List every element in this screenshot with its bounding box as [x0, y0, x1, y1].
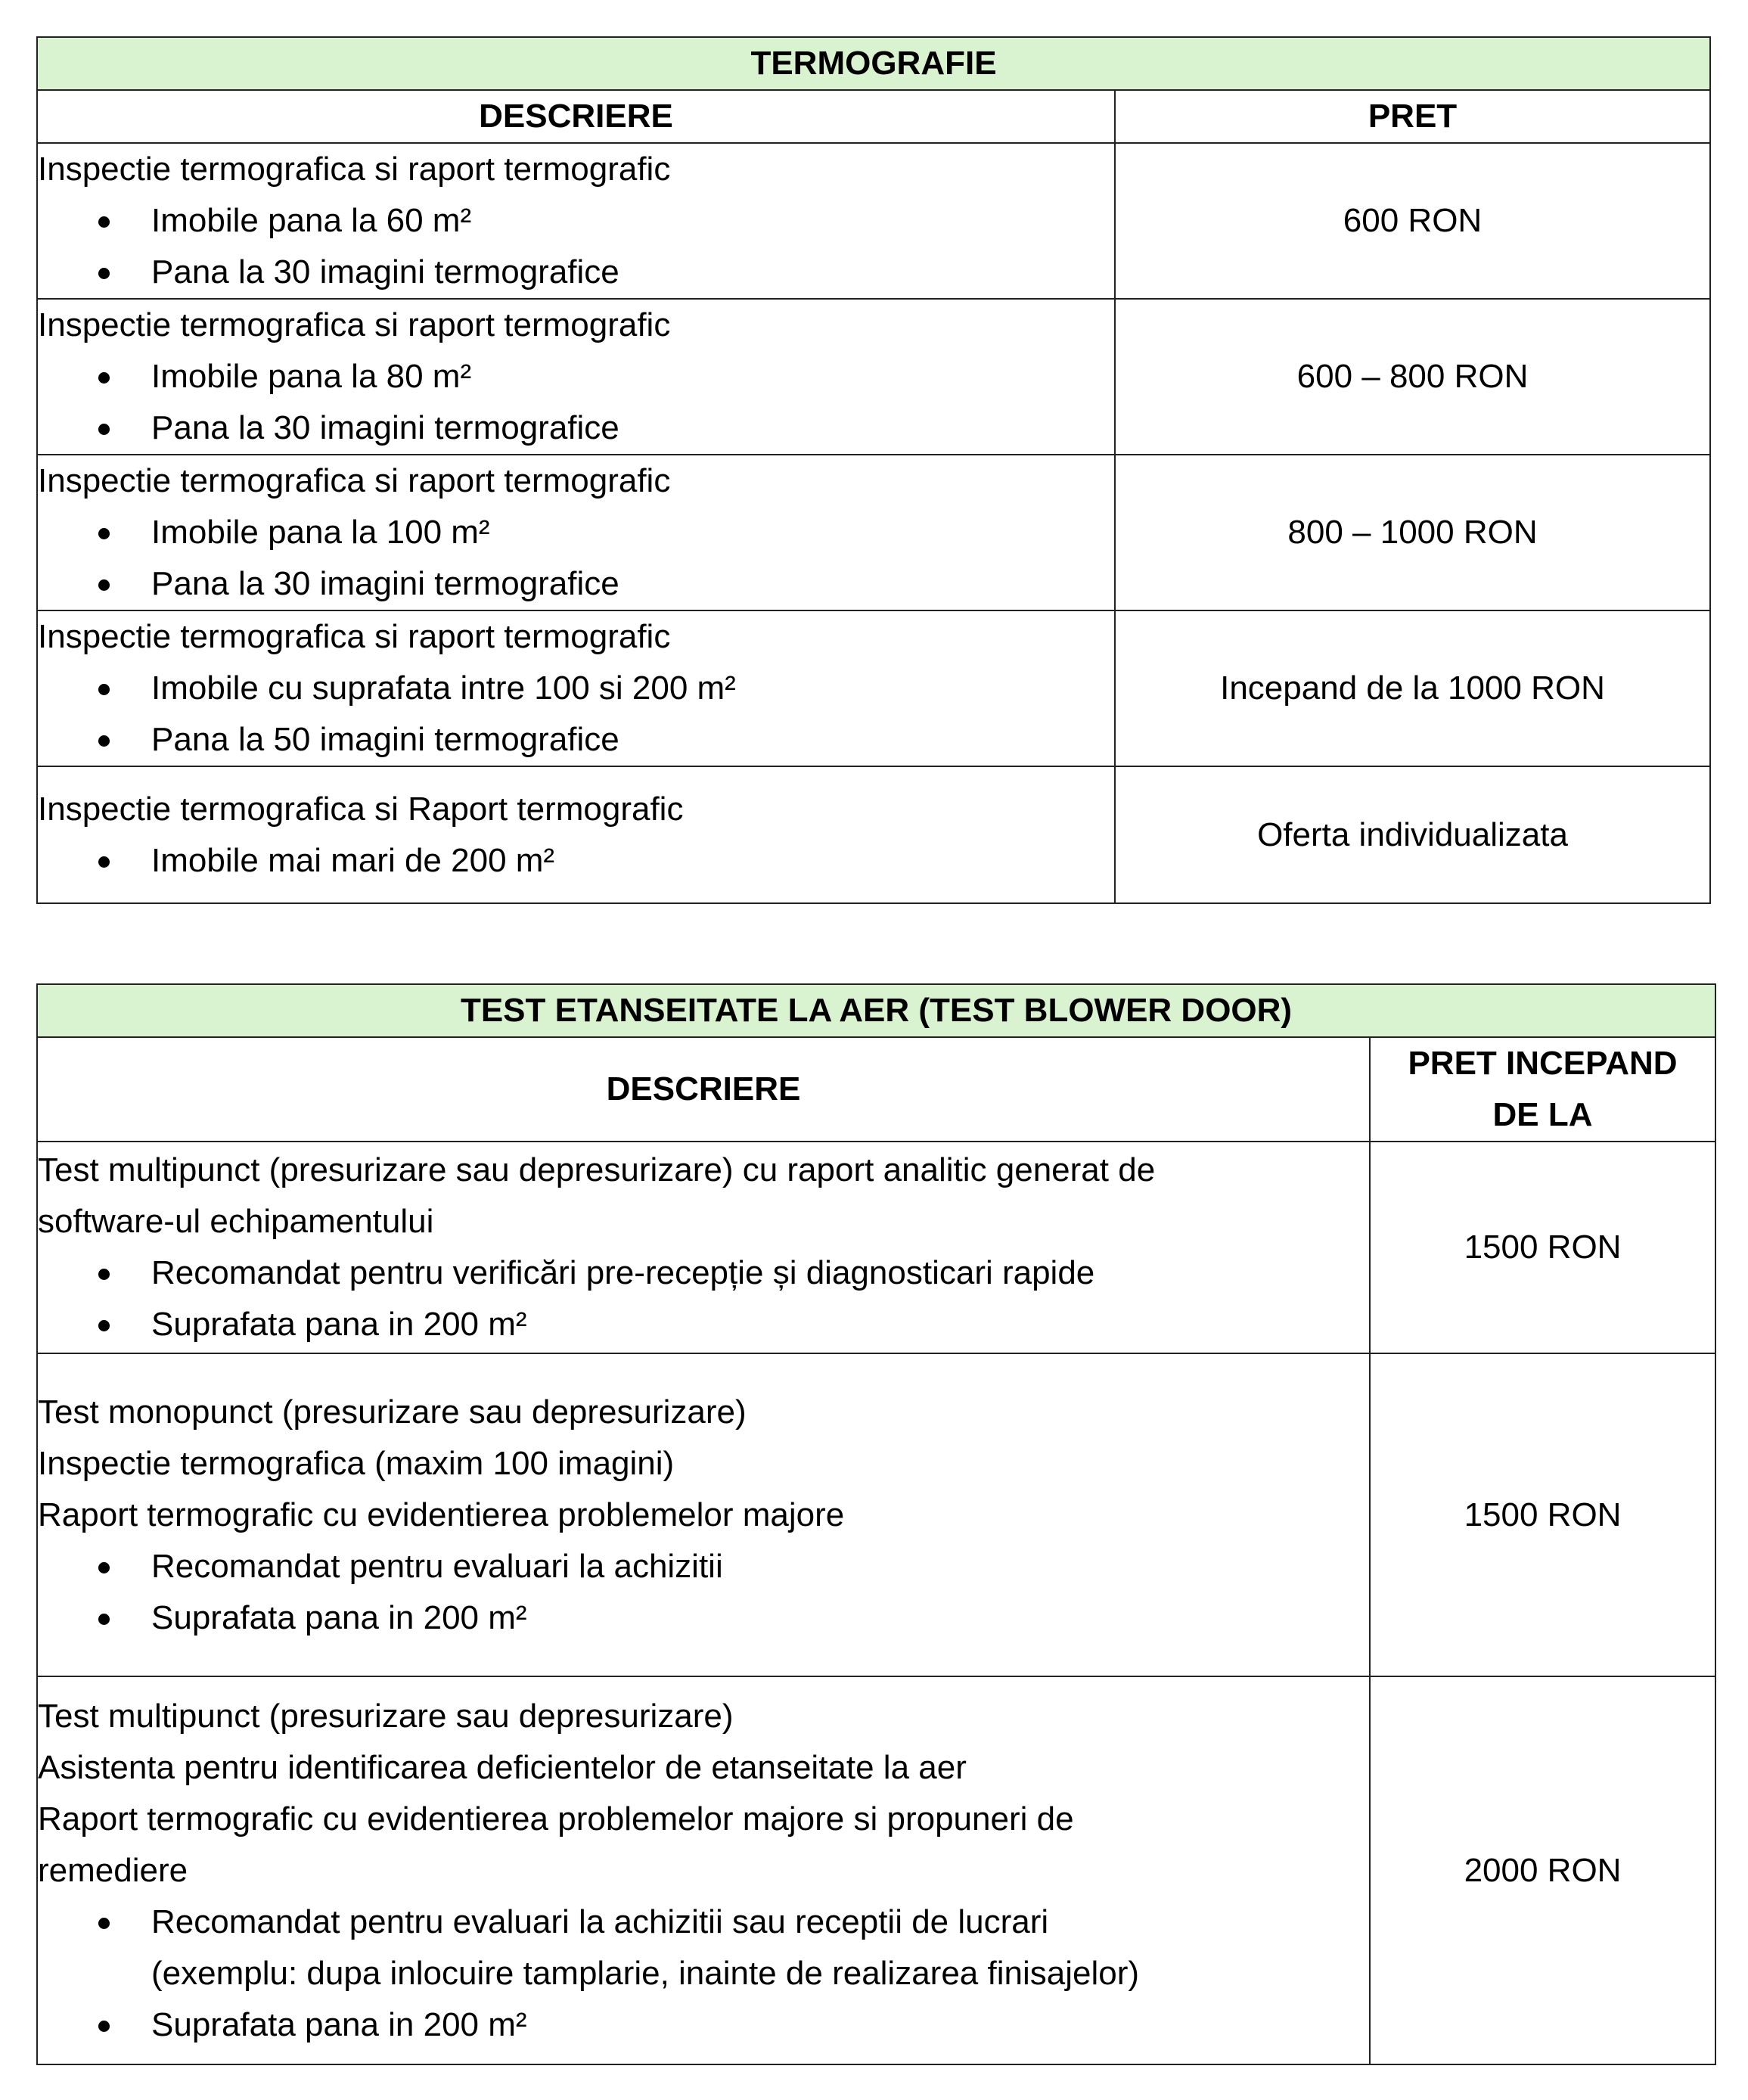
description-line: Inspectie termografica si raport termografic [38, 462, 671, 499]
list-item-text: Recomandat pentru evaluari la achizitii sau receptii de lucrari [151, 1903, 1049, 1940]
bullet-list [38, 195, 1114, 298]
description-line: Test monopunct (presurizare sau depresurizare) [38, 1393, 747, 1431]
description-line: Inspectie termografica (maxim 100 imagini) [38, 1444, 675, 1482]
bullet-list [38, 1897, 1369, 2051]
list-item: Pana la 30 imagini termografice [38, 558, 1114, 610]
list-item: Imobile pana la 100 m² [38, 507, 1114, 558]
bullet-list [38, 1247, 1369, 1350]
column-header-price-line: DE LA [1492, 1096, 1593, 1133]
table-title: TERMOGRAFIE [37, 37, 1710, 90]
bullet-list [38, 835, 1114, 887]
bullet-list [38, 663, 1114, 766]
description-cell [37, 1353, 1370, 1676]
list-item: Imobile pana la 60 m² [38, 195, 1114, 247]
column-header-price-line: PRET INCEPAND [1408, 1045, 1678, 1082]
price-cell: 2000 RON [1370, 1676, 1715, 2064]
description-line: Asistenta pentru identificarea deficientelor de etanseitate la aer [38, 1748, 967, 1786]
column-header-price [1370, 1037, 1715, 1142]
table-row [37, 1142, 1715, 1353]
table-row [37, 610, 1710, 766]
description-cell [37, 455, 1115, 610]
description-line: Inspectie termografica si raport termografic [38, 306, 671, 343]
description-cell [37, 143, 1115, 299]
description-line: Inspectie termografica si raport termografic [38, 151, 671, 188]
list-item: Pana la 30 imagini termografice [38, 402, 1114, 454]
bullet-list [38, 1541, 1369, 1644]
table-row [37, 766, 1710, 903]
price-cell: 1500 RON [1370, 1142, 1715, 1353]
description-line: software-ul echipamentului [38, 1203, 434, 1240]
table-title: TEST ETANSEITATE LA AER (TEST BLOWER DOOR) [37, 984, 1715, 1037]
list-item: Suprafata pana in 200 m² [38, 1592, 1369, 1644]
list-item: Pana la 50 imagini termografice [38, 714, 1114, 766]
table-row [37, 1353, 1715, 1676]
price-cell: Oferta individualizata [1115, 766, 1710, 903]
list-item: Pana la 30 imagini termografice [38, 247, 1114, 298]
table-row [37, 1676, 1715, 2064]
bullet-list [38, 351, 1114, 454]
price-cell: 1500 RON [1370, 1353, 1715, 1676]
description-line: Test multipunct (presurizare sau depresurizare) [38, 1697, 734, 1735]
description-cell [37, 1676, 1370, 2064]
description-line: Test multipunct (presurizare sau depresurizare) cu raport analitic generat de [38, 1151, 1156, 1188]
description-line: Raport termografic cu evidentierea problemelor majore [38, 1496, 845, 1533]
description-line: remediere [38, 1851, 188, 1889]
description-cell [37, 1142, 1370, 1353]
list-item: Imobile pana la 80 m² [38, 351, 1114, 402]
description-cell [37, 299, 1115, 455]
description-line: Inspectie termografica si Raport termografic [38, 790, 684, 828]
table-row [37, 143, 1710, 299]
list-item-continuation: (exemplu: dupa inlocuire tamplarie, inainte de realizarea finisajelor) [151, 1954, 1140, 1992]
blower-door-table [36, 983, 1716, 2065]
price-cell: Incepand de la 1000 RON [1115, 610, 1710, 766]
list-item [38, 1897, 1369, 1999]
column-header-description: DESCRIERE [37, 1037, 1370, 1142]
price-cell: 600 – 800 RON [1115, 299, 1710, 455]
description-cell [37, 766, 1115, 903]
column-header-description: DESCRIERE [37, 90, 1115, 143]
list-item: Imobile mai mari de 200 m² [38, 835, 1114, 887]
description-line: Inspectie termografica si raport termografic [38, 618, 671, 655]
table-row [37, 299, 1710, 455]
list-item: Recomandat pentru verificări pre-recepție și diagnosticari rapide [38, 1247, 1369, 1299]
termografie-table [36, 36, 1711, 904]
description-cell [37, 610, 1115, 766]
table-row [37, 455, 1710, 610]
list-item: Imobile cu suprafata intre 100 si 200 m² [38, 663, 1114, 714]
description-line: Raport termografic cu evidentierea problemelor majore si propuneri de [38, 1800, 1074, 1837]
list-item: Recomandat pentru evaluari la achizitii [38, 1541, 1369, 1592]
price-cell: 600 RON [1115, 143, 1710, 299]
bullet-list [38, 507, 1114, 610]
price-cell: 800 – 1000 RON [1115, 455, 1710, 610]
list-item: Suprafata pana in 200 m² [38, 1299, 1369, 1350]
list-item: Suprafata pana in 200 m² [38, 1999, 1369, 2051]
column-header-price: PRET [1115, 90, 1710, 143]
